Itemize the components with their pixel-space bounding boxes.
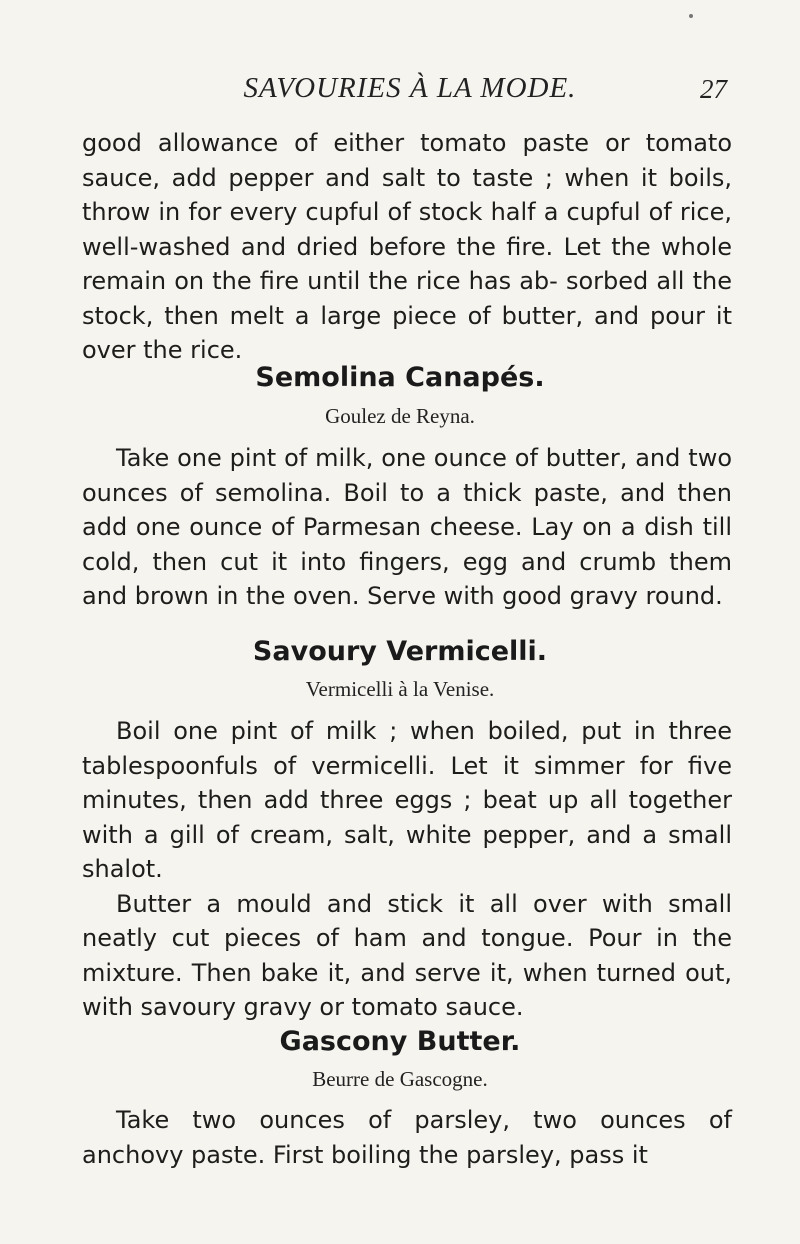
gascony-text <box>82 1103 732 1172</box>
vermicelli-paragraph-1: Boil one pint of milk ; when boiled, put in three tablespoonfuls of vermicelli. Let it simmer for five minutes, then add three eggs ; beat up all together with a gill of cream, salt, white pepper, and a small shalot. <box>82 717 732 883</box>
paper-speck <box>689 14 693 18</box>
semolina-subheading: Goulez de Reyna. <box>325 404 475 428</box>
vermicelli-subheading: Vermicelli à la Venise. <box>305 677 495 701</box>
vermicelli-heading: Savoury Vermicelli. <box>252 636 548 667</box>
semolina-paragraph: Take one pint of milk, one ounce of butter, and two ounces of semolina. Boil to a thick paste, and then add one ounce of Parmesan cheese. Lay on a dish till cold, then cut it into fingers, egg and crumb them and brown in the oven. Serve with good gravy round. <box>82 444 732 610</box>
gascony-subheading: Beurre de Gascogne. <box>312 1067 488 1091</box>
gascony-paragraph: Take two ounces of parsley, two ounces of anchovy paste. First boiling the parsley, pass it <box>82 1106 732 1169</box>
gascony-heading: Gascony Butter. <box>279 1026 521 1057</box>
vermicelli-text <box>82 714 732 1025</box>
intro-text <box>82 126 732 368</box>
intro-paragraph: good allowance of either tomato paste or tomato sauce, add pepper and salt to taste ; when it boils, throw in for every cupful of stock half a cupful of rice, well-washed and dried before the fire. Let the whole remain on the fire until the rice has ab- sorbed all the stock, then melt a large piece of butter, and pour it over the rice. <box>82 129 732 364</box>
page-number: 27 <box>700 74 727 104</box>
running-head: SAVOURIES À LA MODE. <box>243 72 577 104</box>
vermicelli-paragraph-2: Butter a mould and stick it all over with small neatly cut pieces of ham and tongue. Pour in the mixture. Then bake it, and serve it, when turned out, with savoury gravy or tomato sauce. <box>82 889 732 1021</box>
semolina-text <box>82 441 732 614</box>
semolina-heading: Semolina Canapés. <box>255 362 545 393</box>
